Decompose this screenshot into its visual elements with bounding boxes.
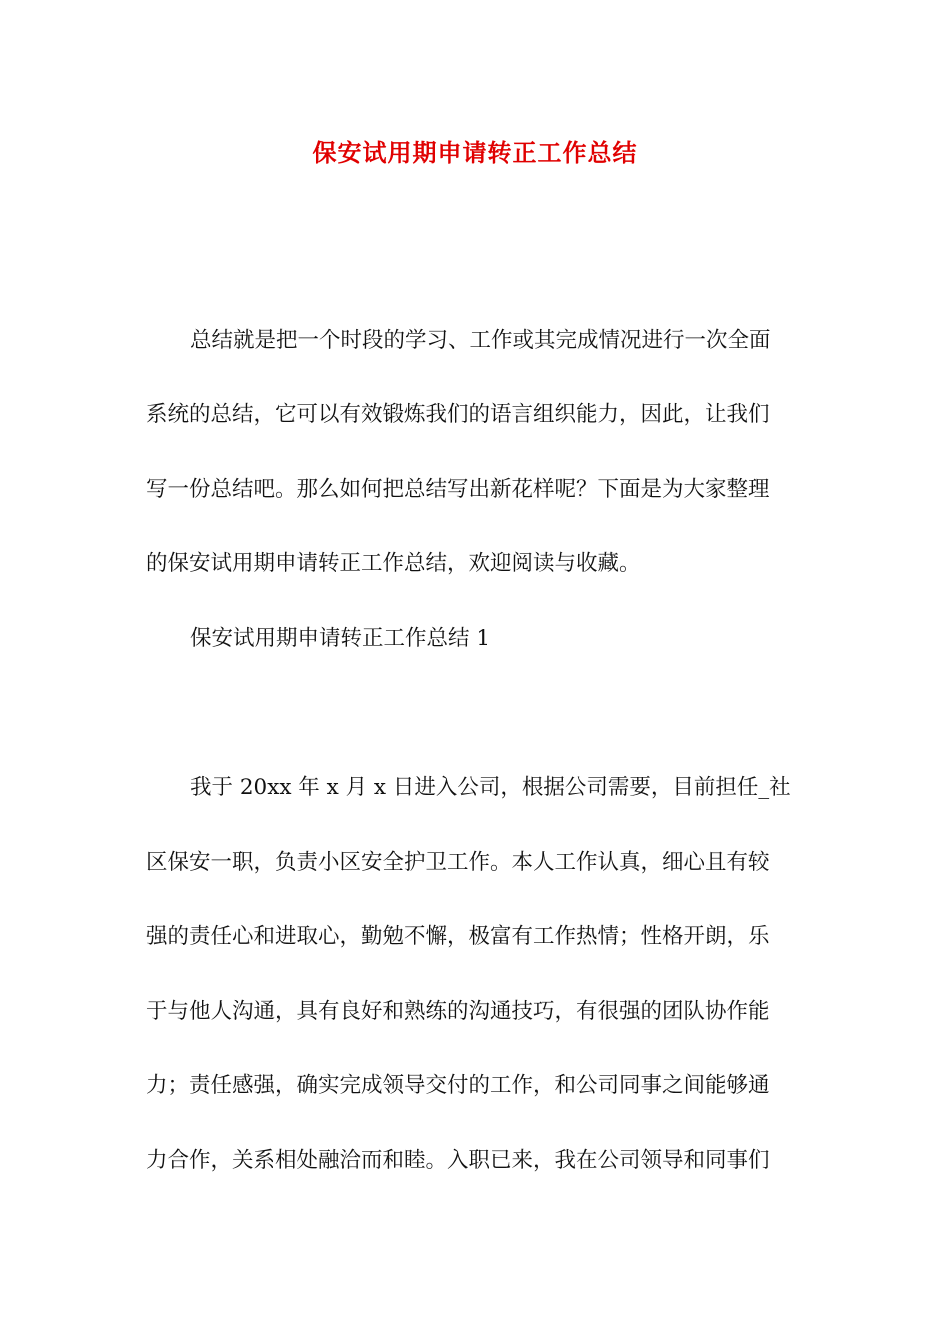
- body-line-4: 于与他人沟通，具有良好和熟练的沟通技巧，有很强的团队协作能: [146, 999, 770, 1024]
- body-line-1: 我于 20xx 年 x 月 x 日进入公司，根据公司需要，目前担任_社: [190, 775, 791, 800]
- section-heading: 保安试用期申请转正工作总结 1: [190, 626, 491, 651]
- body-line-5: 力；责任感强，确实完成领导交付的工作，和公司同事之间能够通: [146, 1073, 770, 1098]
- document-title: 保安试用期申请转正工作总结: [312, 138, 638, 167]
- intro-line-2: 系统的总结，它可以有效锻炼我们的语言组织能力，因此，让我们: [146, 402, 770, 427]
- intro-line-3: 写一份总结吧。那么如何把总结写出新花样呢？下面是为大家整理: [146, 477, 770, 502]
- body-line-3: 强的责任心和进取心，勤勉不懈，极富有工作热情；性格开朗，乐: [146, 924, 770, 949]
- body-line-6: 力合作，关系相处融洽而和睦。入职已来，我在公司领导和同事们: [146, 1148, 770, 1173]
- body-line-2: 区保安一职，负责小区安全护卫工作。本人工作认真，细心且有较: [146, 850, 770, 875]
- intro-line-1: 总结就是把一个时段的学习、工作或其完成情况进行一次全面: [190, 328, 771, 353]
- intro-line-4: 的保安试用期申请转正工作总结，欢迎阅读与收藏。: [146, 551, 641, 576]
